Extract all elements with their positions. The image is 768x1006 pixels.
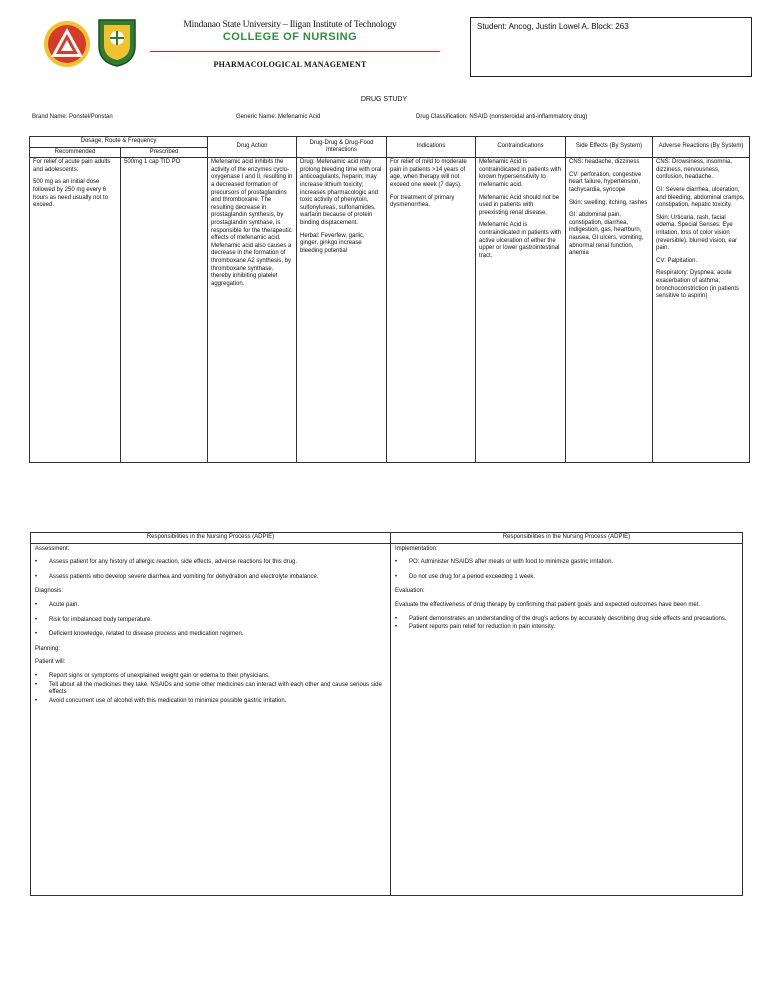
cell-side-effects — [566, 158, 653, 463]
brand-name: Brand Name: Ponstel/Ponstan — [32, 114, 113, 120]
diagnosis-label: Diagnosis: — [35, 588, 64, 595]
evaluation-list — [395, 616, 738, 632]
list-item: • Patient demonstrates an understanding of the drug's actions by accurately describing drug side effects and precautions. — [395, 616, 738, 624]
header-contraindications: Contraindications — [476, 137, 566, 158]
header-interactions: Drug-Drug & Drug-Food Interactions — [297, 137, 387, 158]
document-title: PHARMACOLOGICAL MANAGEMENT — [213, 60, 367, 69]
header-adverse-reactions: Adverse Reactions (By System) — [653, 137, 750, 158]
header-drug-action: Drug Action — [208, 137, 297, 158]
adverse-text: CNS: Drowsiness, insomnia, dizziness, nervousness, confusion, headache. — [656, 159, 733, 181]
nursing-header-left: Responsibilities in the Nursing Process (ADPIE) — [31, 533, 391, 544]
generic-name: Generic Name: Mefenamic Acid — [236, 114, 321, 120]
interaction-text: Herbal: Feverfew, garlic, ginger, ginkgo increase bleeding potential — [300, 232, 365, 254]
msu-iit-seal-icon — [42, 19, 92, 69]
planning-label: Planning: — [35, 645, 61, 652]
drug-action-text: Mefenamic acid inhibits the activity of the enzymes cyclo-oxygenase I and II, resulting in a decreased formation of precursors of prostaglandins and thromboxane. The resulting decrease in prostaglandin synthesis, by prostaglandin synthase, is responsible for the therapeutic effects of mefenamic acid. Mefenamic acid also causes a decrease in the formation of thromboxane A2 synthesis, by thromboxane synthase, thereby inhibiting platelet aggregation. — [211, 159, 293, 287]
planning-list — [35, 673, 386, 705]
cell-contraindications — [476, 158, 566, 463]
list-item: • Deficient knowledge, related to disease process and medication regimen. — [35, 631, 386, 639]
list-item: • Patient reports pain relief for reduction in pain intensity. — [395, 624, 738, 632]
list-item: • PO: Administer NSAIDS after meals or with food to minimize gastric irritation. — [395, 559, 738, 567]
implementation-list — [395, 559, 738, 581]
recommended-line: 500 mg as an initial dose followed by 250 mg every 6 hours as need usually not to exceed. — [33, 179, 109, 209]
nursing-header-right: Responsibilities in the Nursing Process (ADPIE) — [391, 533, 743, 544]
contraindication-text: Mefenamic Acid should not be used in patients with preexisting renal disease. — [479, 194, 560, 216]
list-item: • Assess patient for any history of allergic reaction, side effects, adverse reactions for this drug. — [35, 559, 386, 567]
adverse-text: GI: Severe diarrhea, ulceration, and bleeding, abdominal cramps, constipation, hepatic toxicity. — [656, 186, 745, 209]
list-item: • Report signs or symptoms of unexplained weight gain or edema to their physicians. — [35, 673, 386, 681]
list-item: • Risk for imbalanced body temperature. — [35, 617, 386, 625]
indication-text: For treatment of primary dysmenorrhea. — [390, 194, 455, 209]
college-name: COLLEGE OF NURSING — [222, 31, 358, 43]
list-item: • Tell about all the medicines they take. NSAIDs and some other medicines can interact with each other and cause serious side effects — [35, 682, 386, 697]
contraindication-text: Mefenamic Acid is contraindicated in patients with active ulceration of either the upper or lower gastrointestinal tract. — [479, 222, 562, 259]
header-prescribed: Prescribed — [121, 147, 208, 158]
side-effect-text: CNS: headache, dizziness — [569, 159, 640, 166]
assessment-list — [35, 559, 386, 581]
nursing-process-table — [30, 532, 743, 896]
header-indications: Indications — [387, 137, 476, 158]
contraindication-text: Mefenamic Acid is contraindicated in patients with known hypersensitivity to mefenamic acid. — [479, 159, 562, 188]
drug-classification: Drug Classification: NSAID (nonsteroidal anti-inflammatory drug) — [416, 114, 588, 120]
adverse-text: Respiratory: Dyspnea; acute exacerbation of asthma; bronchoconstriction (in patients sensitive to aspirin) — [656, 270, 740, 300]
college-of-nursing-seal-icon — [95, 16, 139, 68]
drug-study-title: DRUG STUDY — [360, 96, 408, 103]
assessment-label: Assessment: — [35, 545, 70, 552]
evaluation-label: Evaluation: — [395, 588, 425, 595]
side-effect-text: CV: perforation, congestive heart failure, hypertension, tachycardia, syncope — [569, 171, 642, 193]
cell-prescribed — [121, 158, 208, 463]
indication-text: For relief of mild to moderate pain in patients >14 years of age, when therapy will not exceed one week (7 days). — [390, 159, 467, 188]
header-dosage: Dosage, Route & Frequency — [30, 137, 208, 148]
patient-will-label: Patient will: — [35, 659, 66, 666]
cell-adverse-reactions — [653, 158, 750, 463]
student-info-box — [470, 17, 752, 77]
prescribed-text: 500mg 1 cap TID PO — [124, 159, 181, 166]
list-item: • Do not use drug for a period exceeding 1 week. — [395, 574, 738, 582]
list-item: • Assess patients who develop severe diarrhea and vomiting for dehydration and electrolyte imbalance. — [35, 574, 386, 582]
header-side-effects: Side Effects (By System) — [566, 137, 653, 158]
adverse-text: CV: Palpitation. — [656, 257, 698, 264]
adverse-text: Skin: Urticaria, rash, facial edema. Special Senses: Eye irritation, loss of color vision (reversible), blurred vision, ear pain. — [656, 214, 738, 252]
list-item: • Acute pain. — [35, 602, 386, 610]
drug-study-table — [29, 136, 750, 463]
side-effect-text: Skin: swelling, itching, rashes — [569, 199, 648, 206]
header-recommended: Recommended — [30, 147, 121, 158]
cell-interactions — [297, 158, 387, 463]
list-item: • Avoid concurrent use of alcohol with this medication to minimize possible gastric irritation. — [35, 698, 386, 706]
evaluation-text: Evaluate the effectiveness of drug therapy by confirming that patient goals and expected outcomes have been met. — [395, 601, 701, 608]
header-rule — [150, 51, 440, 52]
cell-drug-action — [208, 158, 297, 463]
recommended-line: For relief of acute pain adults and adolescents: — [33, 159, 111, 173]
university-name: Mindanao State University – Iligan Institute of Technology — [183, 20, 397, 30]
nursing-left-column — [31, 543, 391, 895]
nursing-right-column — [391, 543, 743, 895]
implementation-label: Implementation: — [395, 545, 438, 552]
side-effect-text: GI: abdominal pain, constipation, diarrhea, indigestion, gas, heartburn, nausea, GI ulcers, vomiting, abnormal renal function, anemia — [569, 212, 644, 257]
cell-indications — [387, 158, 476, 463]
student-info: Student: Ancog, Justin Lowel A. Block: 263 — [477, 22, 629, 31]
cell-recommended — [30, 158, 121, 463]
interaction-text: Drug: Mefenamic acid may prolong bleeding time with oral anticoagulants, heparin; may increase lithium toxicity; increases pharmacologic and toxic activity of phenytoin, sulfonylureas, sulfonamides, warfarin because of protein binding displacement. — [300, 159, 382, 226]
diagnosis-list — [35, 602, 386, 639]
